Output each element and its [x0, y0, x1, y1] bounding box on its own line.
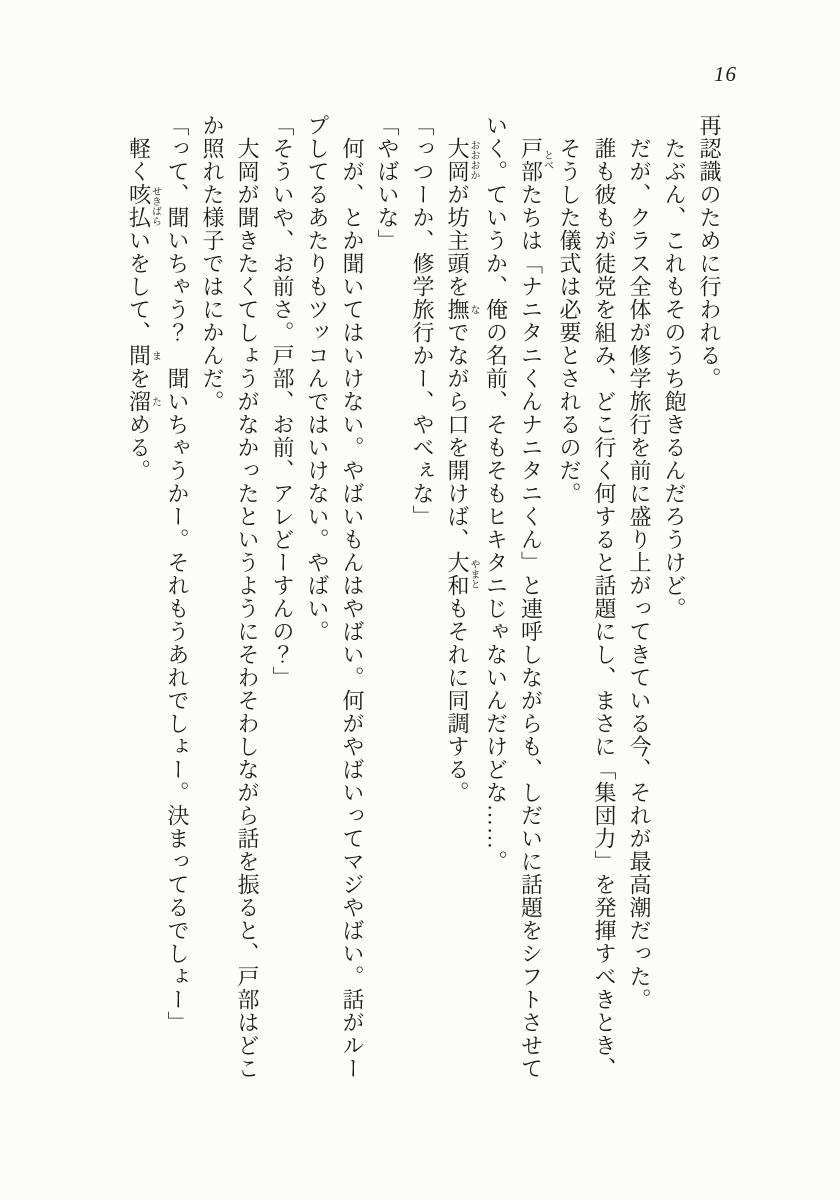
text-line: プしてるあたりもツッコんではいけない。やばい。 — [305, 114, 330, 643]
vertical-text-area — [122, 114, 728, 1090]
page-number: 16 — [714, 62, 737, 86]
text-line: そうした儀式は必要とされるのだ。 — [557, 137, 582, 505]
ruby-annotated-word: 溜た — [126, 390, 161, 413]
text-line: 大岡が聞きたくてしょうがなかったというようにそわそわしながら話を振ると、戸部はどこ — [235, 137, 260, 1080]
ruby-annotated-word: 咳払せきばら — [126, 183, 161, 229]
text-line: 再認識のために行われる。 — [697, 114, 722, 390]
ruby-annotated-word: 間ま — [126, 344, 161, 367]
text-line: 戸部とべたちは「ナニタニくんナニタニくん」と連呼しながらも、しだいに話題をシフトさせて — [518, 137, 553, 1080]
text-line: 「って、聞いちゃう？ 聞いちゃうかー。それもうあれでしょー。決まってるでしょー」 — [165, 114, 190, 1034]
text-line: 何が、とか聞いてはいけない。やばいもんはやばい。何がやばいってマジやばい。話がルー — [340, 137, 365, 1080]
text-line: 「やばいな」 — [375, 114, 400, 252]
text-line: いく。ていうか、俺の名前、そもそもヒキタニじゃないんだけどな……。 — [483, 114, 509, 873]
text-line: か照れた様子ではにかんだ。 — [200, 114, 225, 413]
text-line: 軽く咳払せきばらいをして、間まを溜ためる。 — [126, 137, 161, 482]
text-line: 「っつーか、修学旅行かー、やべぇな」 — [410, 114, 435, 528]
ruby-annotated-word: 大岡おおおか — [445, 137, 479, 183]
text-line: だが、クラス全体が修学旅行を前に盛り上がってきている今、それが最高潮だった。 — [627, 137, 652, 1011]
ruby-annotated-word: 戸部とべ — [518, 137, 553, 183]
text-line: たぶん、これもそのうち飽きるんだろうけど。 — [662, 137, 687, 620]
text-line: 誰も彼もが徒党を組み、どこ行く何すると話題にし、まさに「集団力」を発揮すべきとき、 — [592, 137, 617, 1080]
ruby-annotated-word: 撫な — [445, 298, 479, 321]
text-line: 「そういや、お前さ。戸部、お前、アレどーすんの？」 — [270, 114, 295, 689]
text-line: 大岡おおおかが坊主頭を撫なでながら口を開けば、大和やまともそれに同調する。 — [445, 137, 479, 804]
ruby-annotated-word: 大和やまと — [445, 551, 479, 597]
